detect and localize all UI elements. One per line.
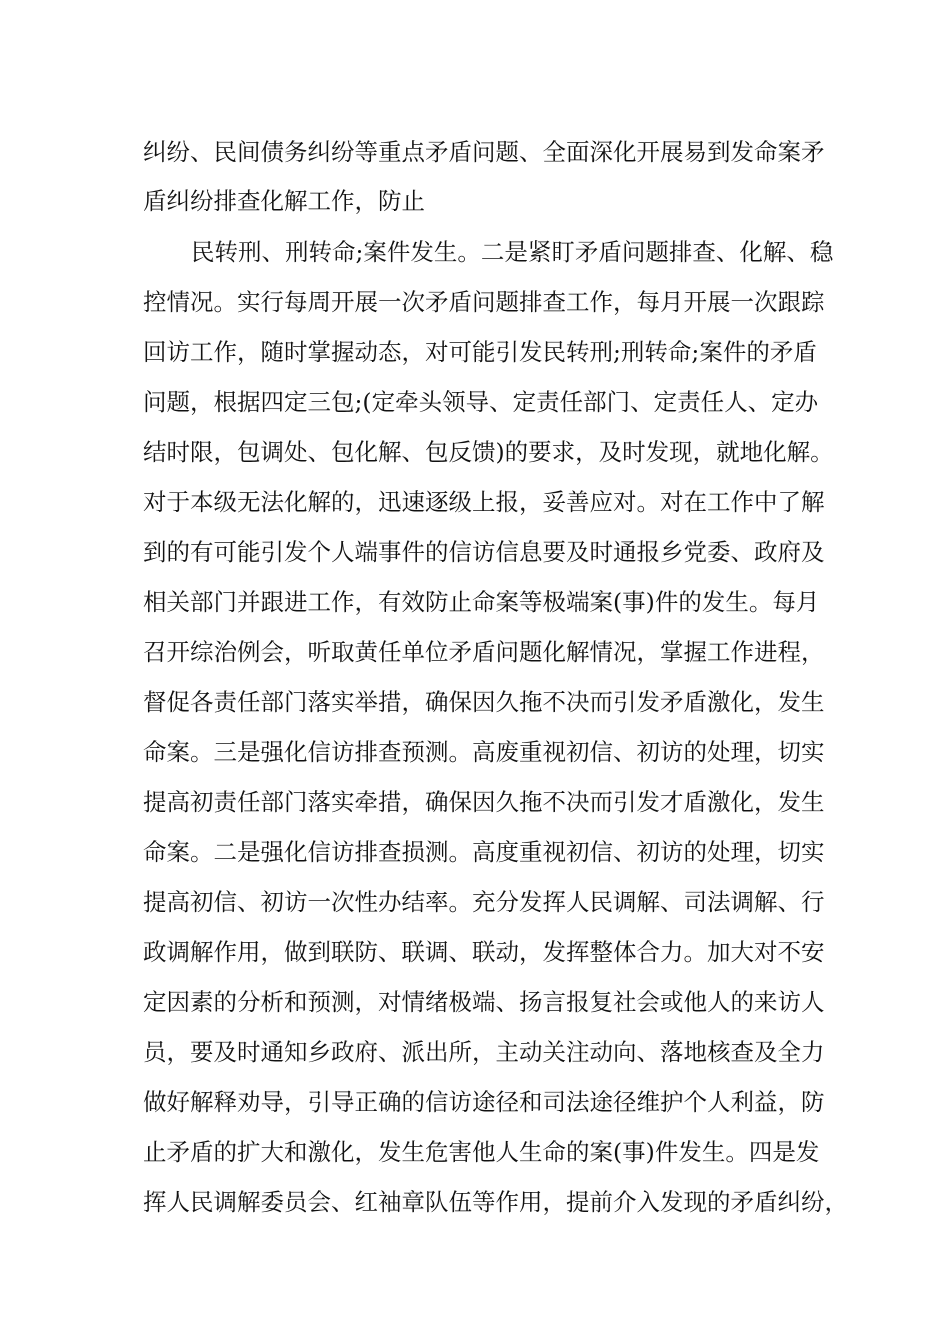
text-line: 民转刑、刑转命;案件发生。二是紧盯矛盾问题排查、化解、稳 <box>191 238 834 266</box>
text-line: 盾纠纷排查化解工作，防止 <box>143 187 425 215</box>
text-line: 挥人民调解委员会、红袖章队伍等作用，提前介入发现的矛盾纠纷， <box>143 1188 848 1216</box>
text-line: 做好解释劝导，引导正确的信访途径和司法途径维护个人利益，防 <box>143 1088 825 1116</box>
text-line: 回访工作，随时掌握动态，对可能引发民转刑;刑转命;案件的矛盾 <box>143 338 817 366</box>
text-line: 提高初责任部门落实牵措，确保因久拖不决而引发才盾激化，发生 <box>143 788 825 816</box>
text-line: 督促各责任部门落实举措，确保因久拖不决而引发矛盾激化，发生 <box>143 688 825 716</box>
text-line: 命案。三是强化信访排查预测。高废重视初信、初访的处理，切实 <box>143 738 825 766</box>
text-line: 员，要及时通知乡政府、派出所，主动关注动向、落地核查及全力 <box>143 1038 825 1066</box>
text-line: 纠纷、民间债务纠纷等重点矛盾问题、全面深化开展易到发命案矛 <box>143 138 825 166</box>
text-line: 召开综治例会，听取黄任单位矛盾问题化解情况，掌握工作进程， <box>143 638 825 666</box>
text-line: 到的有可能引发个人端事件的信访信息要及时通报乡党委、政府及 <box>143 538 825 566</box>
text-line: 命案。二是强化信访排查损测。高度重视初信、初访的处理，切实 <box>143 838 825 866</box>
text-line: 止矛盾的扩大和激化，发生危害他人生命的案(事)件发生。四是发 <box>143 1138 820 1166</box>
text-line: 结时限，包调处、包化解、包反馈)的要求，及时发现，就地化解。 <box>143 438 834 466</box>
text-line: 控情况。实行每周开展一次矛盾问题排查工作，每月开展一次跟踪 <box>143 288 825 316</box>
text-line: 对于本级无法化解的，迅速逐级上报，妥善应对。对在工作中了解 <box>143 488 825 516</box>
text-line: 政调解作用，做到联防、联调、联动，发挥整体合力。加大对不安 <box>143 938 825 966</box>
text-line: 定因素的分析和预测，对情绪极端、扬言报复社会或他人的来访人 <box>143 988 825 1016</box>
text-line: 相关部门并跟进工作，有效防止命案等极端案(事)件的发生。每月 <box>143 588 820 616</box>
text-line: 问题，根据四定三包;(定牵头领导、定责任部门、定责任人、定办 <box>143 388 819 416</box>
text-line: 提高初信、初访一次性办结率。充分发挥人民调解、司法调解、行 <box>143 888 825 916</box>
